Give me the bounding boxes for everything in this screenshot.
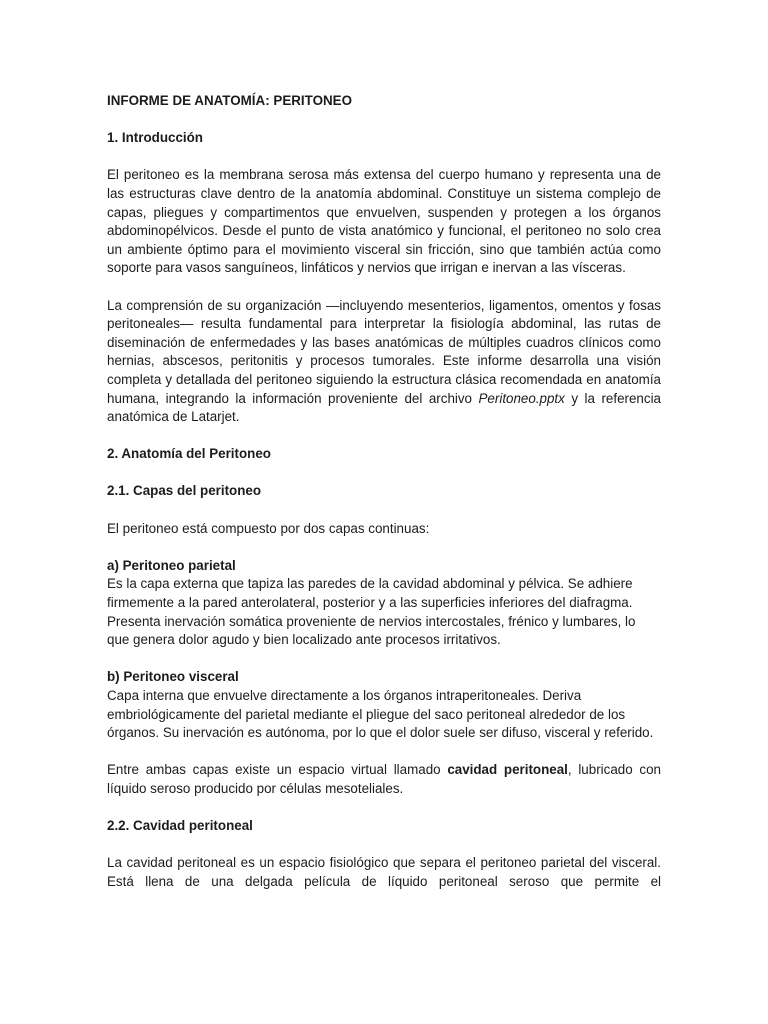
visceral-heading: b) Peritoneo visceral bbox=[107, 669, 239, 685]
document-title: INFORME DE ANATOMÍA: PERITONEO bbox=[107, 93, 353, 108]
document-body bbox=[107, 92, 661, 910]
intro-paragraph-1: El peritoneo es la membrana serosa más extensa del cuerpo humano y representa una de las estructuras clave dentro de la anatomía abdominal. Constituye un sistema complejo de capas, pliegues y compartimentos que envuelven, suspenden y protegen a los órganos abdominopélvicos. Desde el punto de vista anatómico y funcional, el peritoneo no solo crea un ambiente óptimo para el movimiento visceral sin fricción, sino que también actúa como soporte para vasos sanguíneos, linfáticos y nervios que irrigan e inervan a las vísceras. bbox=[107, 167, 661, 276]
layers-intro: El peritoneo está compuesto por dos capas continuas: bbox=[107, 520, 430, 536]
intro-paragraph-2 bbox=[107, 297, 661, 427]
intro-paragraph-2-tail: y la referencia anatómica de Latarjet. bbox=[107, 390, 661, 425]
parietal-block bbox=[107, 557, 661, 650]
cavity-paragraph bbox=[107, 761, 661, 798]
cavity-text-tail: , lubricado con líquido seroso producido por células mesoteliales. bbox=[107, 762, 661, 796]
cavity-term: cavidad peritoneal bbox=[447, 762, 568, 778]
section-2-heading: 2. Anatomía del Peritoneo bbox=[107, 446, 271, 462]
file-reference: Peritoneo.pptx bbox=[478, 390, 565, 406]
cavity-text: Entre ambas capas existe un espacio virtual llamado bbox=[107, 762, 448, 778]
cavity-description: La cavidad peritoneal es un espacio fisiológico que separa el peritoneo parietal del visceral. Está llena de una delgada película de líquido peritoneal seroso que permite el bbox=[107, 855, 661, 889]
intro-paragraph-2-text: La comprensión de su organización —incluyendo mesenterios, ligamentos, omentos y fosas peritoneales— resulta fundamental para interpretar la fisiología abdominal, las rutas de diseminación de enfermedades y las bases anatómicas de múltiples cuadros clínicos como hernias, abscesos, peritonitis y procesos tumorales. Este informe desarrolla una visión completa y detallada del peritoneo siguiendo la estructura clásica recomendada en anatomía humana, integrando la información proveniente del archivo bbox=[107, 297, 661, 406]
parietal-heading: a) Peritoneo parietal bbox=[107, 557, 236, 573]
section-2-1-heading: 2.1. Capas del peritoneo bbox=[107, 483, 262, 499]
visceral-block bbox=[107, 668, 661, 742]
section-2-2-heading: 2.2. Cavidad peritoneal bbox=[107, 818, 253, 834]
visceral-text: Capa interna que envuelve directamente a los órganos intraperitoneales. Deriva embriológicamente del parietal mediante el pliegue del saco peritoneal alrededor de los órganos. Su inervación es autónoma, por lo que el dolor suele ser difuso, visceral y referido. bbox=[107, 688, 654, 741]
section-1-heading: 1. Introducción bbox=[107, 130, 203, 146]
parietal-text: Es la capa externa que tapiza las paredes de la cavidad abdominal y pélvica. Se adhiere firmemente a la pared anterolateral, posterior y a las superficies inferiores del diafragma. Presenta inervación somática proveniente de nervios intercostales, frénico y lumbares, lo que genera dolor agudo y bien localizado ante procesos irritativos. bbox=[107, 576, 636, 648]
